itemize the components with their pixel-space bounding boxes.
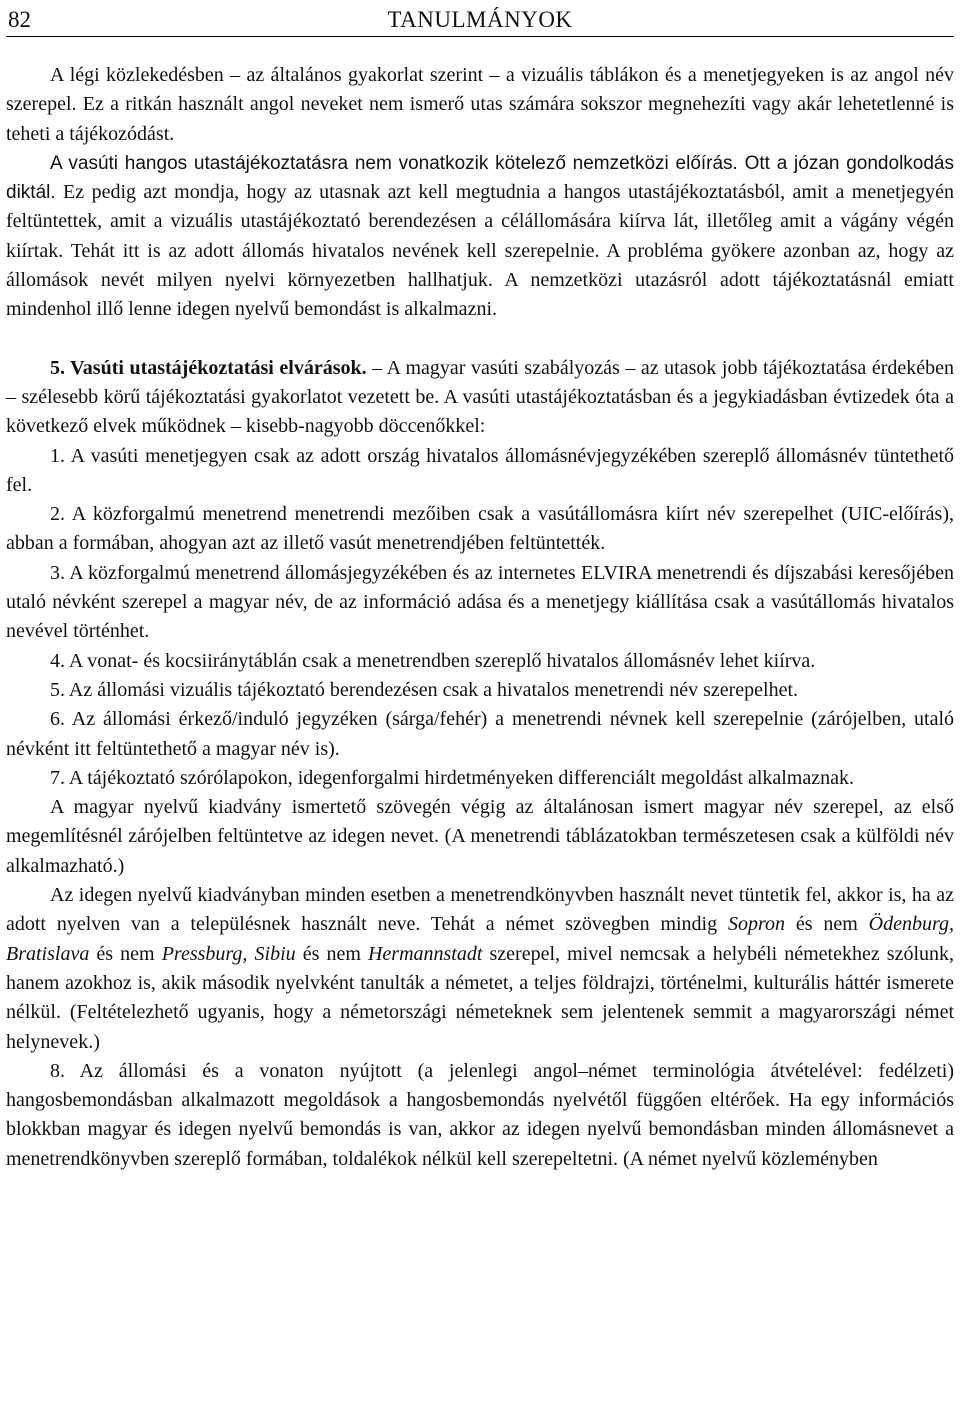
list-item-8: 8. Az állomási és a vonaton nyújtott (a jelenlegi angol–német terminológia átvételével: fedélzeti) hangosbemondásban alkalmazott megoldások a hangosbemondás nyelvétől függően eltérőek. Ha egy információs blokkban magyar és idegen nyelvű bemondás is van, akkor az idegen nyelvű bemondásban minden állomásnevet a menetrendkönyvben szereplő formában, toldalékok nélkül kell szerepeltetni. (A német nyelvű közleményben — [6, 1059, 954, 1170]
text-run: Az idegen nyelvű kiadványban minden esetben a menetrendkönyvben használt nevet tüntetik fel, akkor is, ha az adott nyelven van a településnek használt neve. Tehát a német szövegben mindig — [6, 884, 954, 936]
paragraph-railway-announcements — [6, 149, 954, 325]
list-item-3: 3. A közforgalmú menetrend állomásjegyzékében és az internetes ELVIRA menetrendi és díjszabási keresőjében utaló névként szerepel a magyar név, de az információ adása és a menetjegy kiállítása csak a vasútállomás hivatalos nevével történhet. — [6, 561, 954, 643]
list-item-7: 7. A tájékoztató szórólapokon, idegenforgalmi hirdetményeken differenciált megoldást alkalmaznak. — [50, 766, 854, 789]
text-run: és nem — [295, 942, 368, 965]
text-run: és nem — [785, 913, 869, 936]
place-name-odenburg-bratislava: Ödenburg, Bratislava — [6, 913, 955, 965]
list-item-5: 5. Az állomási vizuális tájékoztató berendezésen csak a hivatalos menetrendi név szerepelhet. — [50, 678, 799, 701]
paragraph-hungarian-publication: A magyar nyelvű kiadvány ismertető szövegén végig az általánosan ismert magyar név szerepel, az első megemlítésnél zárójelben feltüntetve az idegen nevet. (A menetrendi táblázatokban természetesen csak a külföldi név alkalmazható.) — [6, 796, 954, 877]
text-run: szerepel, mivel nemcsak a helybéli németekhez szólunk, hanem azokhoz is, akik második nyelvként tanulták a németet, a teljes földrajzi, történelmi, kulturális háttér ismerete nélkül. (Feltételezhető ugyanis, hogy a németországi németeknek sem jelentenek semmit a magyarországi német helynevek.) — [6, 942, 955, 1053]
document-body — [6, 61, 954, 1174]
section-5-heading: 5. Vasúti utastájékoztatási elvárások. — [50, 356, 367, 379]
page-header — [6, 4, 954, 37]
paragraph-railway-announcements-cont: Ez pedig azt mondja, hogy az utasnak azt kell megtudnia a hangos utastájékoztatásból, amit a menetjegyén feltüntettek, amit a vizuális utastájékoztató berendezésen a célállomására kiírva lát, illetőleg amit a vágány végén kiírtak. Tehát itt is az adott állomás hivatalos nevének kell szerepelnie. A probléma gyökere azonban az, hogy az állomások nevét milyen nyelvi környezetben hallhatjuk. A nemzetközi utazásról adott tájékoztatásnál emiatt mindenhol illő lenne idegen nyelvű bemondást is alkalmazni. — [6, 181, 954, 321]
list-item-6: 6. Az állomási érkező/induló jegyzéken (sárga/fehér) a menetrendi névnek kell szerepelnie (zárójelben, utaló névként itt feltüntethető a magyar név is). — [6, 708, 954, 760]
list-item-1: 1. A vasúti menetjegyen csak az adott ország hivatalos állomásnévjegyzékében szereplő állomásnév tüntethető fel. — [6, 444, 954, 496]
place-name-sopron: Sopron — [727, 913, 786, 936]
page-number: 82 — [8, 7, 31, 32]
place-name-hermannstadt: Hermannstadt — [367, 942, 483, 965]
place-name-pressburg-sibiu: Pressburg, Sibiu — [161, 942, 296, 965]
section-gap — [6, 325, 954, 354]
list-item-2: 2. A közforgalmú menetrend menetrendi mezőiben csak a vasútállomásra kiírt név szerepelhet (UIC-előírás), abban a formában, ahogyan azt az illető vasút menetrendjében feltüntették. — [6, 503, 954, 555]
sans-sentence: A vasúti hangos utastájékoztatásra nem vonatkozik kötelező nemzetközi előírás. Ott a józan gondolkodás diktál. — [6, 152, 954, 204]
section-5-intro — [6, 354, 954, 442]
paragraph-foreign-publication — [6, 881, 954, 1057]
paragraph-air-travel: A légi közlekedésben – az általános gyakorlat szerint – a vizuális táblákon és a menetjegyeken is az angol név szerepel. Ez a ritkán használt angol neveket nem ismerő utas számára sokszor megnehezíti vagy akár lehetetlenné is teheti a tájékozódást. — [6, 64, 954, 145]
running-title: TANULMÁNYOK — [387, 7, 573, 32]
text-run: és nem — [89, 942, 162, 965]
list-item-4: 4. A vonat- és kocsiiránytáblán csak a menetrendben szereplő hivatalos állomásnév lehet kiírva. — [50, 649, 816, 672]
section-5-text: – A magyar vasúti szabályozás – az utasok jobb tájékoztatása érdekében – szélesebb körű tájékoztatási gyakorlatot vezetett be. A vasúti utastájékoztatásban és a jegykiadásban évtizedek óta a következő elvek működnek – kisebb-nagyobb döccenőkkel: — [6, 356, 954, 438]
